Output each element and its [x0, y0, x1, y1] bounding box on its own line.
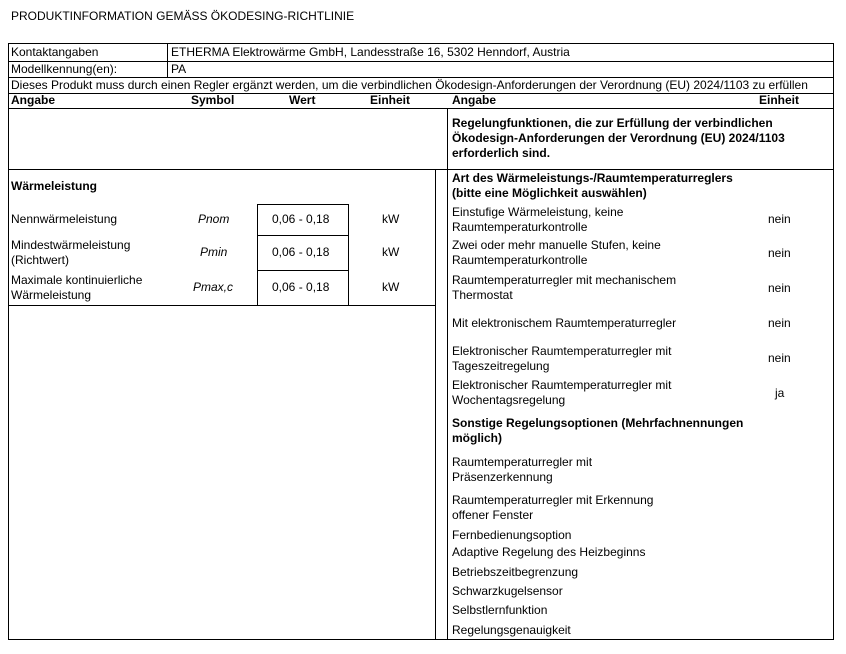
right-intro — [452, 116, 785, 161]
row-divider — [8, 108, 834, 109]
model-value: PA — [171, 62, 187, 76]
value-box-divider — [257, 270, 349, 271]
regler-value: nein — [768, 316, 791, 330]
sonstige-title: Sonstige Regelungsoptionen (Mehrfachnennungen — [452, 416, 744, 430]
section-divider — [8, 169, 834, 170]
regler-value: nein — [768, 281, 791, 295]
column-separator — [447, 108, 448, 640]
row-label-nennwaerme: Nennwärmeleistung — [11, 212, 118, 226]
right-intro-line: erforderlich sind. — [452, 146, 551, 160]
sonstige-item: Betriebszeitbegrenzung — [452, 565, 579, 579]
sonstige-item: offener Fenster — [452, 508, 534, 522]
row-symbol-pmaxc: Pmax,c — [193, 280, 234, 294]
regler-label: Raumtemperaturregler mit mechanischem — [452, 273, 677, 287]
row-label-mindestwaerme: Mindestwärmeleistung — [11, 238, 131, 252]
sonstige-item: Selbstlernfunktion — [452, 603, 548, 617]
row-unit-pnom: kW — [382, 212, 400, 226]
row-divider — [8, 93, 834, 94]
sonstige-item: Regelungsgenauigkeit — [452, 623, 571, 637]
regler-label: Elektronischer Raumtemperaturregler mit — [452, 344, 672, 358]
header-wert: Wert — [289, 93, 316, 107]
row-label-mindestwaerme-2: (Richtwert) — [11, 253, 70, 267]
regulation-notice: Dieses Produkt muss durch einen Regler ergänzt werden, um die verbindlichen Ökodesign-Anforderungen der Verordnung (EU) 2024/1103 zu erfüllen — [11, 78, 808, 92]
row-divider — [8, 61, 834, 62]
sonstige-item: Schwarzkugelsensor — [452, 584, 563, 598]
sonstige-item: Raumtemperaturregler mit — [452, 455, 593, 469]
table-border-bottom — [8, 639, 834, 640]
sonstige-title-2: möglich) — [452, 431, 502, 445]
regler-label: Elektronischer Raumtemperaturregler mit — [452, 378, 672, 392]
value-box-right — [348, 204, 349, 306]
table-border-right — [833, 43, 834, 640]
regler-value: nein — [768, 351, 791, 365]
document-title: PRODUKTINFORMATION GEMÄSS ÖKODESING-RICHTLINIE — [11, 9, 355, 23]
regler-value: nein — [768, 246, 791, 260]
row-unit-pmaxc: kW — [382, 280, 400, 294]
regler-label: Mit elektronischem Raumtemperaturregler — [452, 316, 677, 330]
waermeleistung-title: Wärmeleistung — [11, 179, 98, 193]
header-angabe: Angabe — [11, 93, 56, 107]
regler-title-2: (bitte eine Möglichkeit auswählen) — [452, 186, 647, 200]
header-einheit-right: Einheit — [759, 93, 800, 107]
regler-value: ja — [775, 386, 785, 400]
row-value-pmin: 0,06 - 0,18 — [272, 245, 330, 259]
model-label: Modellkennung(en): — [11, 62, 118, 76]
value-box-left — [257, 204, 258, 306]
header-angabe-right: Angabe — [452, 93, 497, 107]
table-border-left — [8, 43, 9, 640]
row-value-pmaxc: 0,06 - 0,18 — [272, 280, 330, 294]
col-divider — [167, 43, 168, 77]
row-unit-pmin: kW — [382, 245, 400, 259]
regler-title: Art des Wärmeleistungs-/Raumtemperaturreglers — [452, 171, 733, 185]
sonstige-item: Adaptive Regelung des Heizbeginns — [452, 545, 646, 559]
waerme-bottom-line — [8, 305, 436, 306]
regler-label: Raumtemperaturkontrolle — [452, 253, 588, 267]
contact-value: ETHERMA Elektrowärme GmbH, Landesstraße 16, 5302 Henndorf, Austria — [171, 45, 570, 59]
sonstige-item: Raumtemperaturregler mit Erkennung — [452, 493, 654, 507]
header-einheit: Einheit — [370, 93, 411, 107]
value-box-divider — [257, 235, 349, 236]
sonstige-item: Fernbedienungsoption — [452, 528, 572, 542]
regler-label: Einstufige Wärmeleistung, keine — [452, 205, 624, 219]
regler-label: Thermostat — [452, 288, 513, 302]
regler-label: Tageszeitregelung — [452, 359, 550, 373]
row-label-maxwaerme: Maximale kontinuierliche — [11, 273, 143, 287]
contact-label: Kontaktangaben — [11, 45, 99, 59]
table-border-top — [8, 43, 834, 44]
sonstige-item: Präsenzerkennung — [452, 470, 553, 484]
regler-value: nein — [768, 212, 791, 226]
value-box-top — [257, 204, 349, 205]
header-symbol: Symbol — [191, 93, 235, 107]
regler-label: Raumtemperaturkontrolle — [452, 220, 588, 234]
row-label-maxwaerme-2: Wärmeleistung — [11, 288, 92, 302]
column-separator — [435, 169, 436, 640]
regler-label: Zwei oder mehr manuelle Stufen, keine — [452, 238, 661, 252]
right-intro-line: Ökodesign-Anforderungen der Verordnung (EU) 2024/1103 — [452, 131, 785, 145]
row-symbol-pmin: Pmin — [200, 245, 228, 259]
regler-label: Wochentagsregelung — [452, 393, 566, 407]
row-symbol-pnom: Pnom — [198, 212, 230, 226]
right-intro-line: Regelungfunktionen, die zur Erfüllung der verbindlichen — [452, 116, 773, 130]
row-value-pnom: 0,06 - 0,18 — [272, 212, 330, 226]
